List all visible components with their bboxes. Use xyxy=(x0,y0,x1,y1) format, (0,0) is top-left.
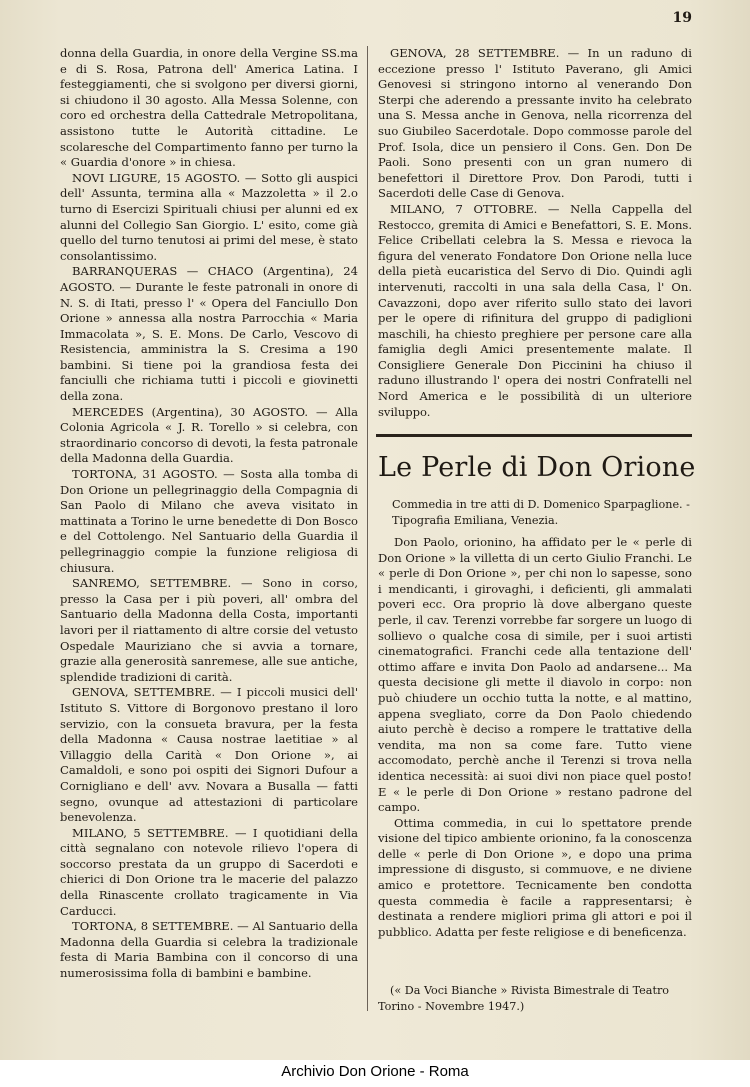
article-source xyxy=(378,983,692,1014)
source-citation: (« Da Voci Bianche » Rivista Bimestrale di Teatro Torino - Novembre 1947.) xyxy=(378,984,670,1013)
news-item: MERCEDES (Argentina), 30 AGOSTO. — Alla Colonia Agricola « J. R. Torello » si celebra, con straordinario concorso di devoti, la festa patronale della Madonna della Guardia. xyxy=(60,404,358,466)
news-item: SANREMO, SETTEMBRE. — Sono in corso, presso la Casa per i più poveri, all' ombra del Santuario della Madonna della Costa, importanti lavori per il riattamento di altre corsie del vetusto Ospedale Mauriziano che si avvia a tornare, grazie alla generosità sanremese, alle sue antiche, splendide tradizioni di carità. xyxy=(60,576,358,684)
news-item: donna della Guardia, in onore della Vergine SS.ma e di S. Rosa, Patrona dell' America Latina. I festeggiamenti, che si svolgono per diversi giorni, si chiudono il 30 agosto. Alla Messa Solenne, con coro ed orchestra della Cattedrale Metropolitana, assistono tutte le Autorità cittadine. Le scolaresche del Compartimento fanno per turno la « Guardia d'onore » in chiesa. xyxy=(60,46,358,170)
news-item: TORTONA, 8 SETTEMBRE. — Al Santuario della Madonna della Guardia si celebra la tradizionale festa di Maria Bambina con il concorso di una numerosissima folla di bambini e bambine. xyxy=(60,919,358,981)
news-item: GENOVA, 28 SETTEMBRE. — In un raduno di eccezione presso l' Istituto Paverano, gli Amici Genovesi si stringono intorno al venerando Don Sterpi che aderendo a pressante invito ha celebrato una S. Messa anche in Genova, nella ricorrenza del suo Giubileo Sacerdotale. Dopo commosse parole del Prof. Isola, dice un pensiero il Cons. Gen. Don De Paoli. Sono presenti con un gran numero di benefettori il Direttore Prov. Don Parodi, tutti i Sacerdoti delle Case di Genova. xyxy=(378,46,692,201)
news-item: MILANO, 5 SETTEMBRE. — I quotidiani della città segnalano con notevole rilievo l'opera di soccorso prestata da un gruppo di Sacerdoti e chierici di Don Orione tra le macerie del palazzo della Rinascente crollato tragicamente in Via Carducci. xyxy=(60,825,358,918)
archive-footer xyxy=(0,1060,750,1087)
news-item: BARRANQUERAS — CHACO (Argentina), 24 AGOSTO. — Durante le feste patronali in onore di N. S. di Itati, presso l' « Opera del Fanciullo Don Orione » annessa alla nostra Parrocchia « Maria Immacolata », S. E. Mons. De Carlo, Vescovo di Resistencia, amministra la S. Cresima a 190 bambini. Si tiene poi la grandiosa festa dei fanciulli che richiama tutti i piccoli e giovinetti della zona. xyxy=(60,264,358,404)
article-title: Le Perle di Don Orione xyxy=(378,452,696,483)
footer-text: Archivio Don Orione - Roma xyxy=(281,1063,469,1080)
article-paragraph: Don Paolo, orionino, ha affidato per le « perle di Don Orione » la villetta di un certo Giulio Franchi. Le « perle di Don Orione », per chi non lo sapesse, sono i mendicanti, i girovaghi, i deficienti, gli ammalati poveri ecc. Ora proprio là dove albergano queste perle, il cav. Terenzi vorrebbe far sorgere un luogo di sollievo o qualche cosa di simile, per i suoi artisti cinematografici. Franchi cede alla tentazione dell' ottimo affare e invita Don Paolo ad andarsene... Ma questa decisione gli mette il diavolo in corpo: non può chiudere un occhio tutta la notte, e al mattino, appena svegliato, corre da Don Paolo chiedendo aiuto perchè è deciso a rompere le trattative della vendita, ma non sa come fare. Tutto viene accomodato, perchè anche il Terenzi si trova nella identica necessità: ai suoi divi non piace quel posto! E « le perle di Don Orione » restano padrone del campo. xyxy=(378,535,692,815)
section-divider xyxy=(376,434,692,437)
article-subtitle: Commedia in tre atti di D. Domenico Sparpaglione. - Tipografia Emiliana, Venezia. xyxy=(392,498,690,527)
left-column xyxy=(60,46,358,982)
article-body xyxy=(378,535,692,940)
news-item: MILANO, 7 OTTOBRE. — Nella Cappella del Restocco, gremita di Amici e Benefattori, S. E. Mons. Felice Cribellati celebra la S. Messa e rievoca la figura del venerato Fondatore Don Orione nella luce della pietà eucaristica del Servo di Dio. Quindi agli intervenuti, raccolti in una sala della Casa, l' On. Cavazzoni, dopo aver riferito sullo stato dei lavori per le opere di rifinitura del gruppo di padiglioni maschili, ha chiesto preghiere per persone care alla famiglia degli Amici presentemente malate. Il Consigliere Generale Don Piccinini ha chiuso il raduno illustrando l' opera dei nostri Confratelli nel Nord America e le possibilità di un ulteriore sviluppo. xyxy=(378,201,692,419)
news-item: GENOVA, SETTEMBRE. — I piccoli musici dell' Istituto S. Vittore di Borgonovo prestano il loro servizio, con la consueta bravura, per la festa della Madonna « Causa nostrae laetitiae » al Villaggio della Carità « Don Orione », ai Camaldoli, e sono poi ospiti dei Signori Dufour a Cornigliano e dell' avv. Novara a Busalla — fatti segno, ovunque ad attestazioni di particolare benevolenza. xyxy=(60,685,358,825)
news-item: NOVI LIGURE, 15 AGOSTO. — Sotto gli auspici dell' Assunta, termina alla « Mazzoletta » il 2.o turno di Esercizi Spirituali chiusi per alunni ed ex alunni del Collegio San Giorgio. L' esito, come già quello del turno tenutosi ai primi del mese, è stato consolantissimo. xyxy=(60,170,358,263)
column-divider xyxy=(367,46,368,1011)
right-column xyxy=(378,46,692,420)
page-number: 19 xyxy=(672,10,692,26)
article-paragraph: Ottima commedia, in cui lo spettatore prende visione del tipico ambiente orionino, fa la conoscenza delle « perle di Don Orione », e dopo una prima impressione di disgusto, si commuove, e ne diviene amico e protettore. Tecnicamente ben condotta questa commedia è facile a rappresentarsi; è destinata a rendere migliori prima gli attori e poi il pubblico. Adatta per feste religiose e di beneficenza. xyxy=(378,815,692,939)
news-item: TORTONA, 31 AGOSTO. — Sosta alla tomba di Don Orione un pellegrinaggio della Compagnia di San Paolo di Milano che aveva visitato in mattinata a Torino le urne benedette di Don Bosco e del Cottolengo. Nel Santuario della Guardia il pellegrinaggio compie la funzione religiosa di chiusura. xyxy=(60,467,358,575)
